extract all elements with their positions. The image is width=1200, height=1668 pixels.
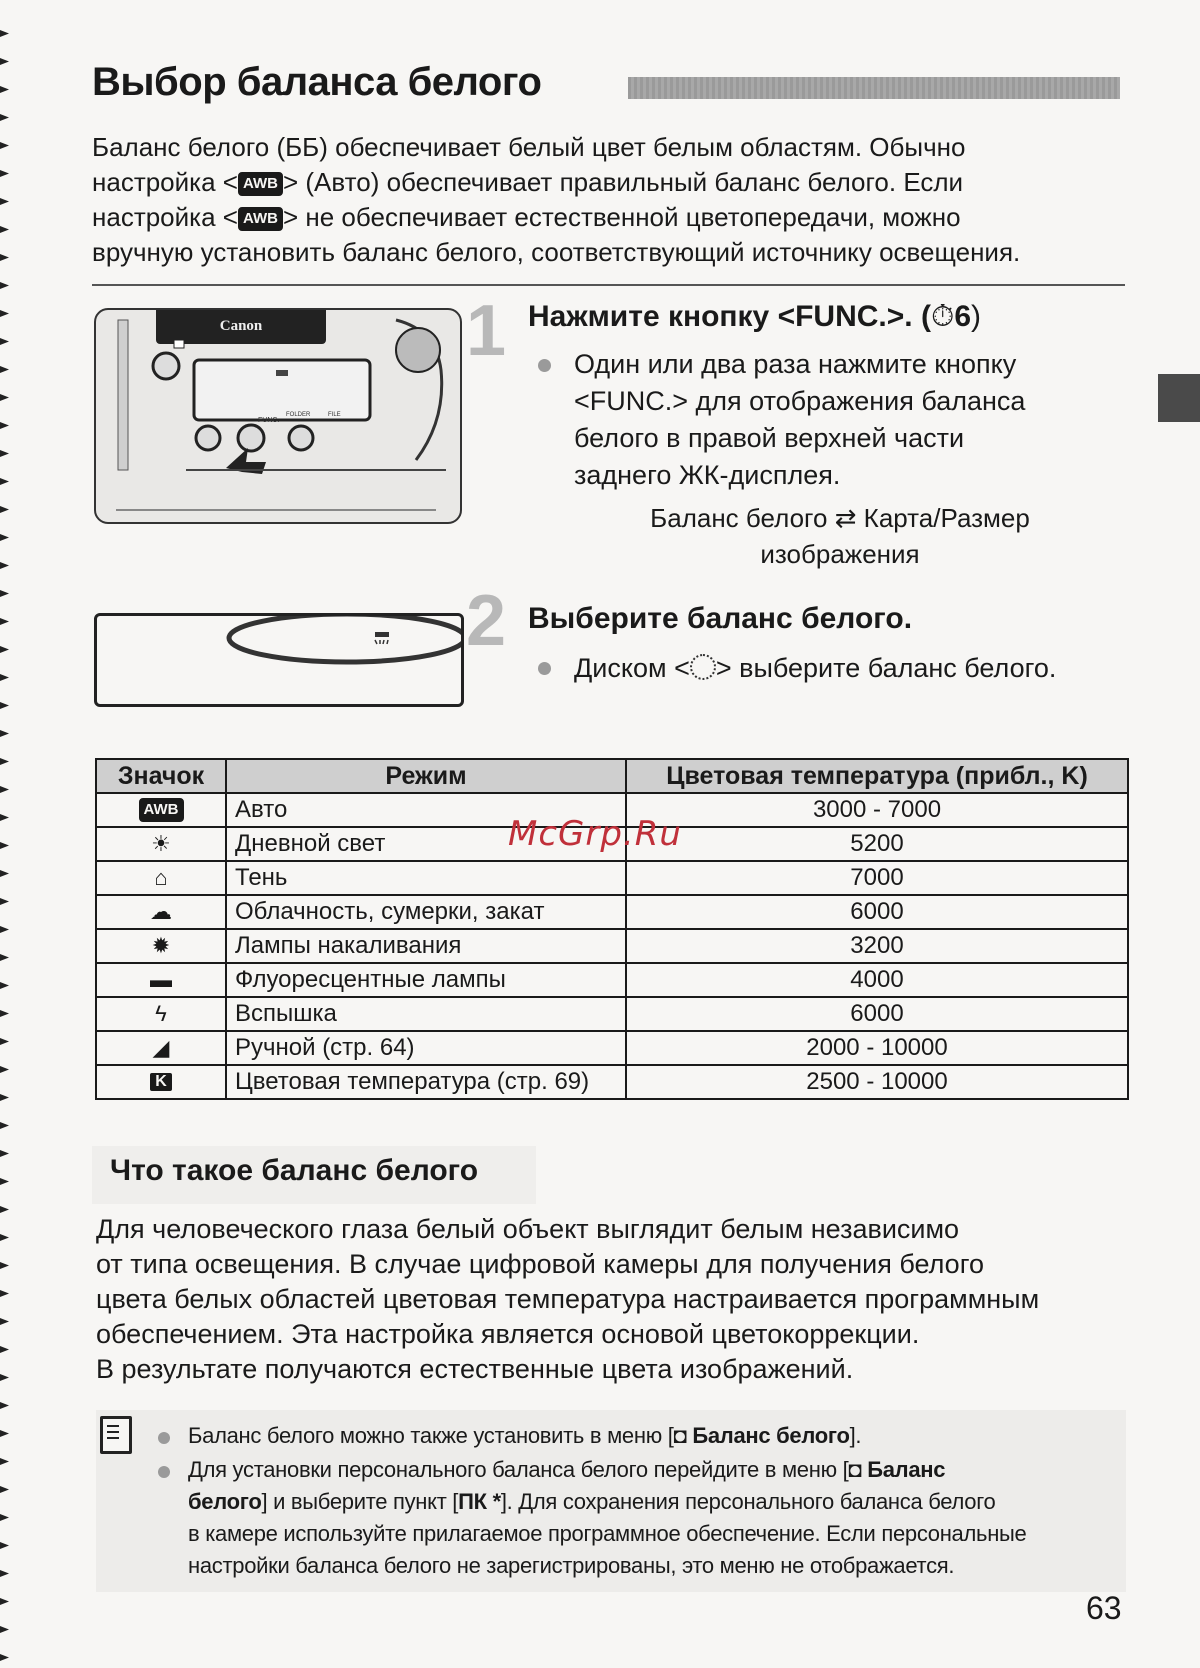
file-label: FILE xyxy=(328,412,341,418)
toggle-arrows-icon: ⇄ xyxy=(834,503,857,533)
chapter-tab xyxy=(1158,374,1200,422)
awb-icon: AWB xyxy=(96,793,226,827)
note-bullet-1 xyxy=(188,1420,861,1452)
lcd-panel-illustration xyxy=(94,613,464,707)
mode-cell: Авто xyxy=(226,793,626,827)
intro-line: вручную установить баланс белого, соответствующий источнику освещения. xyxy=(92,237,1021,267)
mode-cell: Вспышка xyxy=(226,997,626,1031)
temperature-cell: 5200 xyxy=(626,827,1128,861)
note-text: Баланс белого можно также установить в меню [ xyxy=(188,1423,674,1448)
step2-bullet-text: > выберите баланс белого. xyxy=(715,653,1057,683)
timer-value: 6 xyxy=(954,300,972,333)
section-paragraph xyxy=(96,1212,1126,1387)
temperature-cell: 6000 xyxy=(626,895,1128,929)
page-title: Выбор баланса белого xyxy=(92,60,542,104)
temperature-cell: 4000 xyxy=(626,963,1128,997)
page-number: 63 xyxy=(1086,1590,1122,1626)
lcd-drawing xyxy=(97,616,461,704)
toggle-left-label: Баланс белого xyxy=(650,503,828,533)
note-bold: ПК * xyxy=(458,1489,501,1514)
column-header: Режим xyxy=(226,759,626,793)
step2-bullet xyxy=(574,650,1056,687)
shooting-menu-icon: ◘ xyxy=(848,1457,862,1482)
kelvin-icon: K xyxy=(96,1065,226,1099)
section-title: Что такое баланс белого xyxy=(110,1154,479,1187)
table-row xyxy=(96,1065,1128,1099)
cloudy-icon: ☁ xyxy=(96,895,226,929)
intro-paragraph xyxy=(92,130,1112,270)
step1-bullet-line: <FUNC.> для отображения баланса xyxy=(574,386,1026,416)
step1-bullet-line: белого в правой верхней части xyxy=(574,423,965,453)
section-divider xyxy=(92,284,1125,286)
camera-back-illustration xyxy=(94,308,462,524)
paragraph-line: Для человеческого глаза белый объект выглядит белым независимо xyxy=(96,1214,960,1244)
paragraph-line: В результате получаются естественные цвета изображений. xyxy=(96,1354,854,1384)
note-text: Для установки персонального баланса белого перейдите в меню [ xyxy=(188,1457,849,1482)
folder-label: FOLDER xyxy=(286,412,311,418)
temperature-cell: 2500 - 10000 xyxy=(626,1065,1128,1099)
toggle-right-label: Карта/Размер xyxy=(863,503,1030,533)
paragraph-line: от типа освещения. В случае цифровой камеры для получения белого xyxy=(96,1249,984,1279)
temperature-cell: 3000 - 7000 xyxy=(626,793,1128,827)
note-text: настройки баланса белого не зарегистрированы, это меню не отображается. xyxy=(188,1553,955,1578)
step2-heading: Выберите баланс белого. xyxy=(528,602,913,635)
table-row xyxy=(96,929,1128,963)
step1-heading xyxy=(528,300,981,334)
bullet-dot xyxy=(538,662,551,675)
step1-heading-text: Нажмите кнопку <FUNC.>. ( xyxy=(528,300,931,333)
quick-control-dial-icon xyxy=(690,654,716,680)
note-bold: Баланс белого xyxy=(692,1423,850,1448)
paragraph-line: обеспечением. Эта настройка является основой цветокоррекции. xyxy=(96,1319,920,1349)
step1-heading-end: ) xyxy=(971,300,982,333)
camera-brand-text: Canon xyxy=(219,318,263,334)
note-bullet-2 xyxy=(188,1454,1118,1582)
mode-cell: Цветовая температура (стр. 69) xyxy=(226,1065,626,1099)
note-text: в камере используйте прилагаемое программное обеспечение. Если персональные xyxy=(188,1521,1027,1546)
table-row xyxy=(96,997,1128,1031)
shooting-menu-icon: ◘ xyxy=(673,1423,687,1448)
intro-line: настройка < xyxy=(92,202,238,232)
temperature-cell: 7000 xyxy=(626,861,1128,895)
mode-cell: Лампы накаливания xyxy=(226,929,626,963)
flash-icon: ϟ xyxy=(96,997,226,1031)
step-number: 1 xyxy=(466,291,507,371)
bullet-dot xyxy=(158,1466,170,1478)
section-header xyxy=(92,1146,536,1204)
mode-cell: Флуоресцентные лампы xyxy=(226,963,626,997)
column-header: Значок xyxy=(96,759,226,793)
step-number: 2 xyxy=(466,581,507,661)
note-box xyxy=(96,1410,1126,1592)
title-decoration-bar xyxy=(628,77,1120,99)
note-bold: белого xyxy=(188,1489,262,1514)
column-header: Цветовая температура (прибл., K) xyxy=(626,759,1128,793)
bullet-dot xyxy=(158,1432,170,1444)
mode-cell: Тень xyxy=(226,861,626,895)
awb-icon: AWB xyxy=(238,207,283,231)
shade-icon: ⌂ xyxy=(96,861,226,895)
white-balance-table xyxy=(95,758,1129,1100)
step1-bullet-line: Один или два раза нажмите кнопку xyxy=(574,349,1017,379)
step1-bullet xyxy=(574,346,1025,494)
mode-cell: Облачность, сумерки, закат xyxy=(226,895,626,929)
note-text: ]. xyxy=(849,1423,862,1448)
awb-icon: AWB xyxy=(238,172,283,196)
func-label: FUNC. xyxy=(258,417,280,424)
temperature-cell: 6000 xyxy=(626,997,1128,1031)
intro-line: > не обеспечивает естественной цветопередачи, можно xyxy=(282,202,961,232)
step1-bullet-line: заднего ЖК-дисплея. xyxy=(574,460,841,490)
custom-wb-icon: ◢ xyxy=(96,1031,226,1065)
table-row xyxy=(96,895,1128,929)
table-header-row xyxy=(96,759,1128,793)
intro-line: Баланс белого (ББ) обеспечивает белый цвет белым областям. Обычно xyxy=(92,132,966,162)
binding-holes xyxy=(0,0,12,1668)
table-row xyxy=(96,963,1128,997)
paragraph-line: цвета белых областей цветовая температура настраивается программным xyxy=(96,1284,1040,1314)
fluorescent-icon xyxy=(375,632,389,637)
step2-bullet-text: Диском < xyxy=(574,653,690,683)
toggle-right-label-2: изображения xyxy=(760,539,920,569)
camera-drawing xyxy=(96,310,460,522)
mode-cell: Дневной свет xyxy=(226,827,626,861)
note-text: ]. Для сохранения персонального баланса белого xyxy=(500,1489,996,1514)
fluorescent-icon: ▬ xyxy=(96,963,226,997)
tungsten-icon: ✹ xyxy=(96,929,226,963)
temperature-cell: 3200 xyxy=(626,929,1128,963)
table-row xyxy=(96,1031,1128,1065)
timer-icon: ⏱ xyxy=(930,300,955,333)
toggle-caption xyxy=(600,500,1080,572)
bullet-dot xyxy=(538,359,551,372)
note-bold: Баланс xyxy=(867,1457,946,1482)
watermark: McGrp.Ru xyxy=(508,814,682,854)
intro-line: > (Авто) обеспечивает правильный баланс белого. Если xyxy=(282,167,964,197)
daylight-icon: ☀ xyxy=(96,827,226,861)
note-icon xyxy=(100,1416,132,1454)
intro-line: настройка < xyxy=(92,167,238,197)
table-row xyxy=(96,861,1128,895)
note-text: ] и выберите пункт [ xyxy=(261,1489,459,1514)
temperature-cell: 2000 - 10000 xyxy=(626,1031,1128,1065)
mode-cell: Ручной (стр. 64) xyxy=(226,1031,626,1065)
